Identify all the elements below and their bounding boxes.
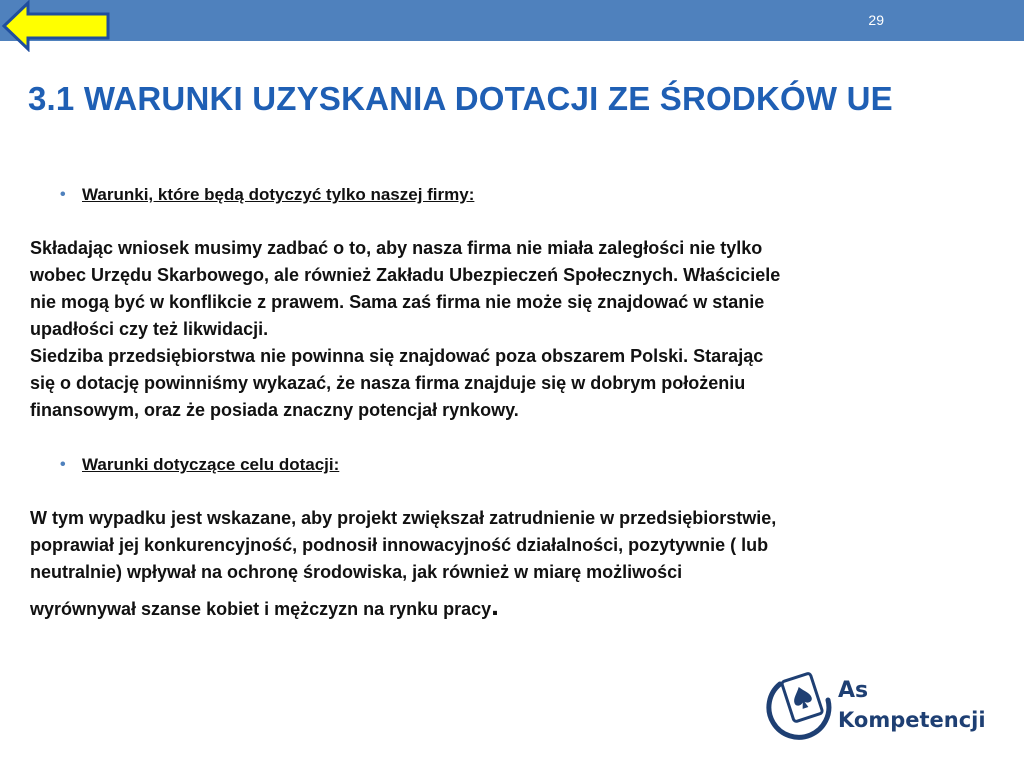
text-line-part: wyrównywał szanse kobiet i mężczyzn na rynku pracy xyxy=(30,599,492,619)
bullet-heading: Warunki dotyczące celu dotacji: xyxy=(82,455,340,474)
spade-card-logo-icon xyxy=(766,670,836,744)
text-line: neutralnie) wpływał na ochronę środowiska, jak również w miarę możliwości xyxy=(30,562,683,582)
paragraph xyxy=(30,505,1000,623)
text-line: W tym wypadku jest wskazane, aby projekt zwiększał zatrudnienie w przedsiębiorstwie, xyxy=(30,508,777,528)
text-line: Składając wniosek musimy zadbać o to, aby nasza firma nie miała zaległości nie tylko xyxy=(30,238,763,258)
logo-text-as: As xyxy=(838,678,869,703)
bullet-heading: Warunki, które będą dotyczyć tylko naszej firmy: xyxy=(82,185,475,204)
bullet-dot: • xyxy=(60,186,66,203)
final-period: . xyxy=(491,590,499,621)
yellow-left-arrow-icon[interactable] xyxy=(0,0,112,52)
text-line: nie mogą być w konflikcie z prawem. Sama zaś firma nie może się znajdować w stanie xyxy=(30,292,765,312)
paragraph xyxy=(30,235,1000,424)
bullet-item xyxy=(30,451,1000,478)
text-line: wobec Urzędu Skarbowego, ale również Zakładu Ubezpieczeń Społecznych. Właściciele xyxy=(30,265,781,285)
text-line: poprawiał jej konkurencyjność, podnosił innowacyjność działalności, pozytywnie ( lub xyxy=(30,535,769,555)
as-kompetencji-logo xyxy=(766,668,996,748)
bullet-dot: • xyxy=(60,456,66,473)
slide-title: 3.1 WARUNKI UZYSKANIA DOTACJI ZE ŚRODKÓW UE xyxy=(28,80,893,117)
slide-number: 29 xyxy=(868,12,884,28)
text-line: Siedziba przedsiębiorstwa nie powinna się znajdować poza obszarem Polski. Starając xyxy=(30,346,764,366)
slide-content xyxy=(30,181,1000,623)
text-line: finansowym, oraz że posiada znaczny potencjał rynkowy. xyxy=(30,400,519,420)
text-line: upadłości czy też likwidacji. xyxy=(30,319,269,339)
logo-text-kompetencji: Kompetencji xyxy=(838,708,986,732)
text-line: się o dotację powinniśmy wykazać, że nasza firma znajduje się w dobrym położeniu xyxy=(30,373,746,393)
top-bar xyxy=(0,0,1024,41)
text-line xyxy=(30,592,1000,623)
bullet-item xyxy=(30,181,1000,208)
